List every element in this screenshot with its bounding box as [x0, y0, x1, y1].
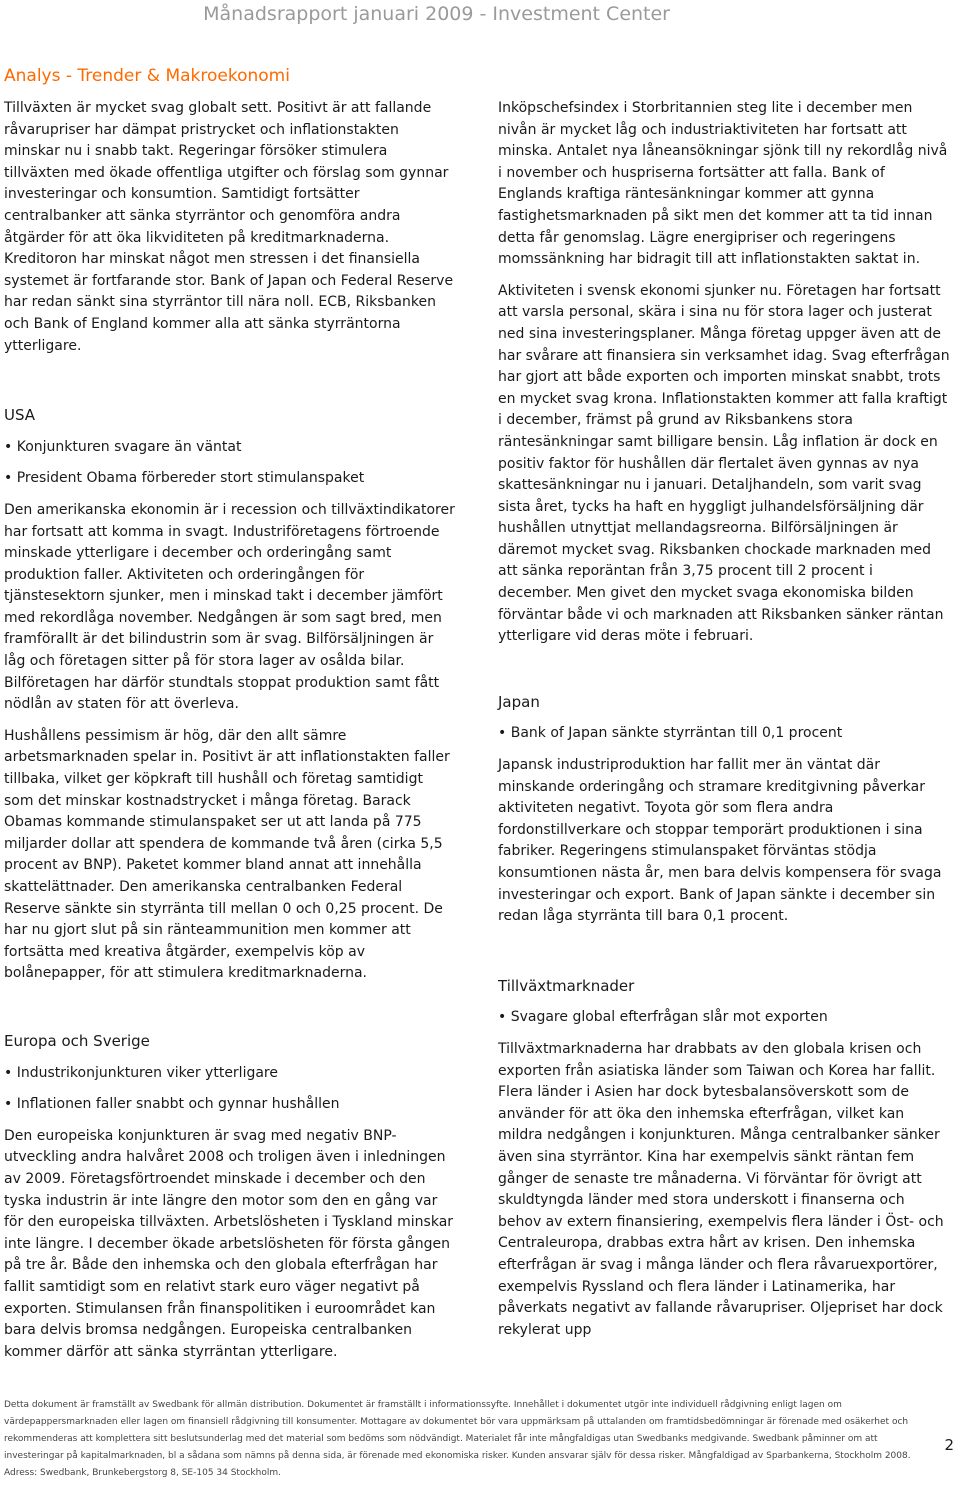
intro-paragraph: Tillväxten är mycket svag globalt sett. Positivt är att fallande råvarupriser har dämpat pristrycket och inflationstakten minskar nu i snabb takt. Regeringar försöker stimulera tillväxten med ökade offentliga utgifter och förslag som gynnar investeringar och konsumtion. Samtidigt fortsätter centralbanker att sänka styrräntor och genomföra andra åtgärder för att öka likviditeten på kreditmarknaderna. Kreditoron har minskat något men stressen i det finansiella systemet är fortfarande stor. Bank of Japan och Federal Reserve har redan sänkt sina styrräntor till nära noll. ECB, Riksbanken och Bank of England kommer alla att sänka styrräntorna ytterligare.	[4, 100, 454, 354]
usa-paragraph-1: Den amerikanska ekonomin är i recession och tillväxtindikatorer har fortsatt att komma in svagt. Industriföretagens förtroende minskade ytterligare i december och orderingång samt produktion faller. Aktiviteten och orderingången för tjänstesektorn sjunker, men i minskad takt i december jämfört med rekordlåga november. Nedgången är som sagt bred, men framförallt är det bilindustrin som är svag. Bilförsäljningen är låg och företagen sitter på för stora lager av osålda bilar. Bilföretagen har därför stundtals stoppat produktion samt fått nödlån av staten för att överleva.	[4, 501, 455, 713]
uk-paragraph: Inköpschefsindex i Storbritannien steg lite i december men nivån är mycket låg och industriaktiviteten har fortsatt att minska. Antalet nya låneansökningar sjönk till ny rekordlåg nivå i november och huspriserna fortsätter att falla. Bank of Englands kraftiga räntesänkningar kommer att gynna fastighetsmarknaden på sikt men det kommer att ta tid innan detta får genomslag. Lägre energipriser och regeringens momssänkning har bidragit till att inflationstakten saktat in.	[498, 100, 948, 268]
emerging-bullet-1: • Svagare global efterfrågan slår mot exporten	[498, 1007, 950, 1029]
usa-heading: USA	[4, 406, 36, 425]
usa-bullet-1: • Konjunkturen svagare än väntat	[4, 437, 456, 459]
right-column	[498, 98, 950, 1351]
usa-paragraph-2: Hushållens pessimism är hög, där den allt sämre arbetsmarknaden spelar in. Positivt är att inflationstakten faller tillbaka, vilket ger köpkraft till hushåll och företag samtidigt som det minskar kostnadstrycket i många företag. Barack Obamas kommande stimulanspaket ser ut att landa på 775 miljarder dollar att spendera de kommande två åren (cirka 5,5 procent av BNP). Paketet kommer bland annat att innehålla skattelättnader. Den amerikanska centralbanken Federal Reserve sänkte sin styrränta till mellan 0 och 0,25 procent. De har nu gjort slut på sin ränteammunition men kommer att fortsätta med kreativa åtgärder, exempelvis köp av bolånepapper, för att stimulera kreditmarknaderna.	[4, 727, 450, 982]
emerging-heading: Tillväxtmarknader	[498, 976, 635, 995]
japan-bullet-1: • Bank of Japan sänkte styrräntan till 0,1 procent	[498, 723, 950, 745]
japan-heading: Japan	[498, 692, 540, 711]
running-title: Månadsrapport januari 2009 - Investment Center	[203, 3, 670, 25]
page-number: 2	[944, 1436, 954, 1454]
section-title: Analys - Trender & Makroekonomi	[4, 66, 290, 86]
europe-bullet-2: • Inflationen faller snabbt och gynnar hushållen	[4, 1094, 456, 1116]
footer-disclaimer: Detta dokument är framställt av Swedbank för allmän distribution. Dokumentet är framställt i informationssyfte. Innehållet i dokumentet utgör inte individuell rådgivning enligt lagen om värdepappersmarknaden eller lagen om finansiell rådgivning till konsumenter. Mottagare av dokumentet bör vara uppmärksam på uttalanden om framtidsbedömningar är förenade med osäkerhet och rekommenderas att komplettera sitt beslutsunderlag med det material som bedöms som nödvändigt. Materialet får inte mångfaldigas utan Swedbanks medgivande. Swedbank påminner om att investeringar på kapitalmarknaden, bl a sådana som nämns på denna sida, är förenade med ekonomiska risker. Kunden ansvarar själv för dessa risker. Mångfaldigad av Sparbankerna, Stockholm 2008. Adress: Swedbank, Brunkebergstorg 8, SE-105 34 Stockholm.	[4, 1400, 911, 1478]
emerging-paragraph: Tillväxtmarknaderna har drabbats av den globala krisen och exporten från asiatiska länder som Taiwan och Korea har fallit. Flera länder i Asien har dock bytesbalansöverskott som de använder för att öka den inhemska efterfrågan, vilket kan mildra nedgången i konjunkturen. Många centralbanker sänker även sina styrräntor. Kina har exempelvis sänkt räntan fem gånger de senaste tre månaderna. Vi förväntar för övrigt att skuldtyngda länder med stora underskott i finanserna och behov av extern finansiering, exempelvis flera länder i Öst- och Centraleuropa, drabbas extra hårt av krisen. Den inhemska efterfrågan är svag i många länder och flera råvaruexportörer, exempelvis Ryssland och flera länder i Latinamerika, har påverkats negativt av fallande råvarupriser. Oljepriset har dock rekylerat upp	[498, 1040, 944, 1338]
europe-paragraph: Den europeiska konjunkturen är svag med negativ BNP-utveckling andra halvåret 2008 och troligen även i inledningen av 2009. Företagsförtroendet minskade i december och den tyska industrin är inte längre den motor som den en gång var för den europeiska tillväxten. Arbetslösheten i Tyskland minskar inte längre. I december ökade arbetslösheten för första gången på tre år. Både den inhemska och den globala efterfrågan har fallit samtidigt som en relativt stark euro väger negativt på exporten. Stimulansen från finanspolitiken i euroområdet kan bara delvis bromsa nedgången. Europeiska centralbanken kommer därför att sänka styrräntan ytterligare.	[4, 1127, 454, 1360]
sweden-paragraph: Aktiviteten i svensk ekonomi sjunker nu. Företagen har fortsatt att varsla personal, skära i sina nu för stora lager och justerat ned sina investeringsplaner. Många företag uppger även att de har svårare att finansiera sin verksamhet idag. Svag efterfrågan har gjort att både exporten och importen minskat snabbt, trots en mycket svag krona. Inflationstakten kommer att falla kraftigt i december, främst på grund av Riksbankens stora räntesänkningar samt billigare bensin. Låg inflation är dock en positiv faktor för hushållen där flertalet även gynnas av nya skattesänkningar nu i januari. Detaljhandeln, som varit svag sista året, tycks ha haft en hyggligt julhandelsförsäljning där hushållen utnyttjat mellandagsreorna. Bilförsäljningen är däremot mycket svag. Riksbanken chockade marknaden med att sänka reporäntan från 3,75 procent till 2 procent i december. Men givet den mycket svaga ekonomiska bilden förväntar både vi och marknaden att Riksbanken sänker räntan ytterligare vid deras möte i februari.	[498, 282, 950, 645]
japan-paragraph: Japansk industriproduktion har fallit mer än väntat där minskande orderingång och stramare kreditgivning påverkar aktiviteten negativt. Toyota gör som flera andra fordonstillverkare och stoppar temporärt produktionen i sina fabriker. Regeringens stimulanspaket förväntas stödja konsumtionen nästa år, men bara delvis kompensera för svaga investeringar och export. Bank of Japan sänkte i december sin redan låga styrränta till bara 0,1 procent.	[498, 757, 942, 925]
europe-bullet-1: • Industrikonjunkturen viker ytterligare	[4, 1063, 456, 1085]
europe-heading: Europa och Sverige	[4, 1031, 150, 1050]
left-column	[4, 98, 456, 1373]
usa-bullet-2: • President Obama förbereder stort stimulanspaket	[4, 468, 456, 490]
